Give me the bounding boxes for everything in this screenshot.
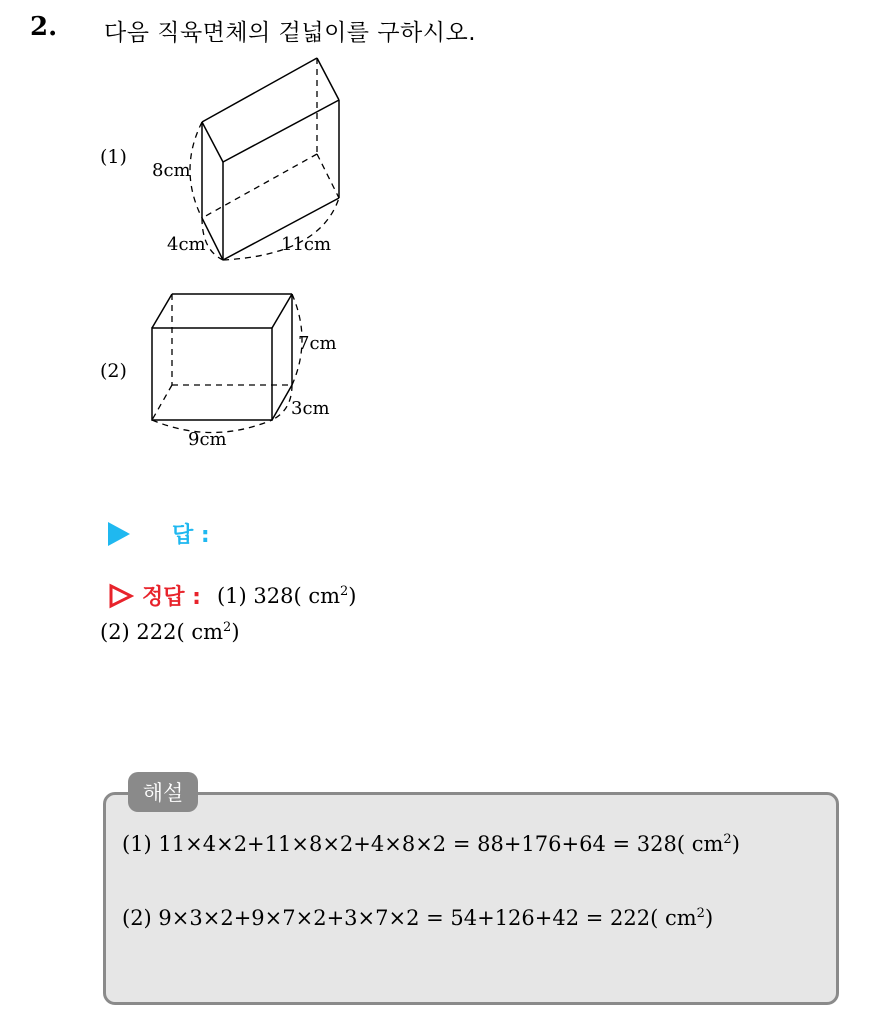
correct-answer-part2: (2) 222( $cm^2$): [100, 620, 240, 644]
figure-2-height-label: 7cm: [298, 333, 337, 354]
figure-2-depth-label: 3cm: [291, 398, 330, 419]
correct-answer-row: [108, 580, 357, 611]
figure-1-label: (1): [100, 146, 127, 168]
play-triangle-icon: [108, 522, 130, 546]
answer-label: 답 :: [172, 523, 210, 548]
answer-row: [108, 518, 210, 549]
correct-answer-part1: (1) 328( $cm^2$): [216, 583, 357, 608]
solution-box: [103, 792, 839, 1005]
solution-line-2: (2) 9×3×2+9×7×2+3×7×2 = 54+126+42 = 222( $cm^2$): [122, 906, 714, 930]
figure-1-length-label: 11cm: [281, 234, 332, 255]
outline-triangle-icon: [108, 583, 134, 609]
question-text: 다음 직육면체의 겉넓이를 구하시오.: [104, 20, 477, 46]
solution-tab: 해설: [128, 772, 198, 812]
correct-answer-label: 정답 :: [142, 585, 201, 610]
figure-2-label: (2): [100, 360, 127, 382]
figure-2-cuboid: [140, 285, 360, 455]
question-number: 2.: [30, 12, 58, 42]
figure-2-width-label: 9cm: [188, 429, 227, 450]
figure-1-cuboid: [140, 50, 370, 270]
solution-line-1: (1) 11×4×2+11×8×2+4×8×2 = 88+176+64 = 328( $cm^2$): [122, 832, 740, 856]
figure-1-depth-label: 4cm: [167, 234, 206, 255]
figure-1-height-label: 8cm: [152, 160, 191, 181]
